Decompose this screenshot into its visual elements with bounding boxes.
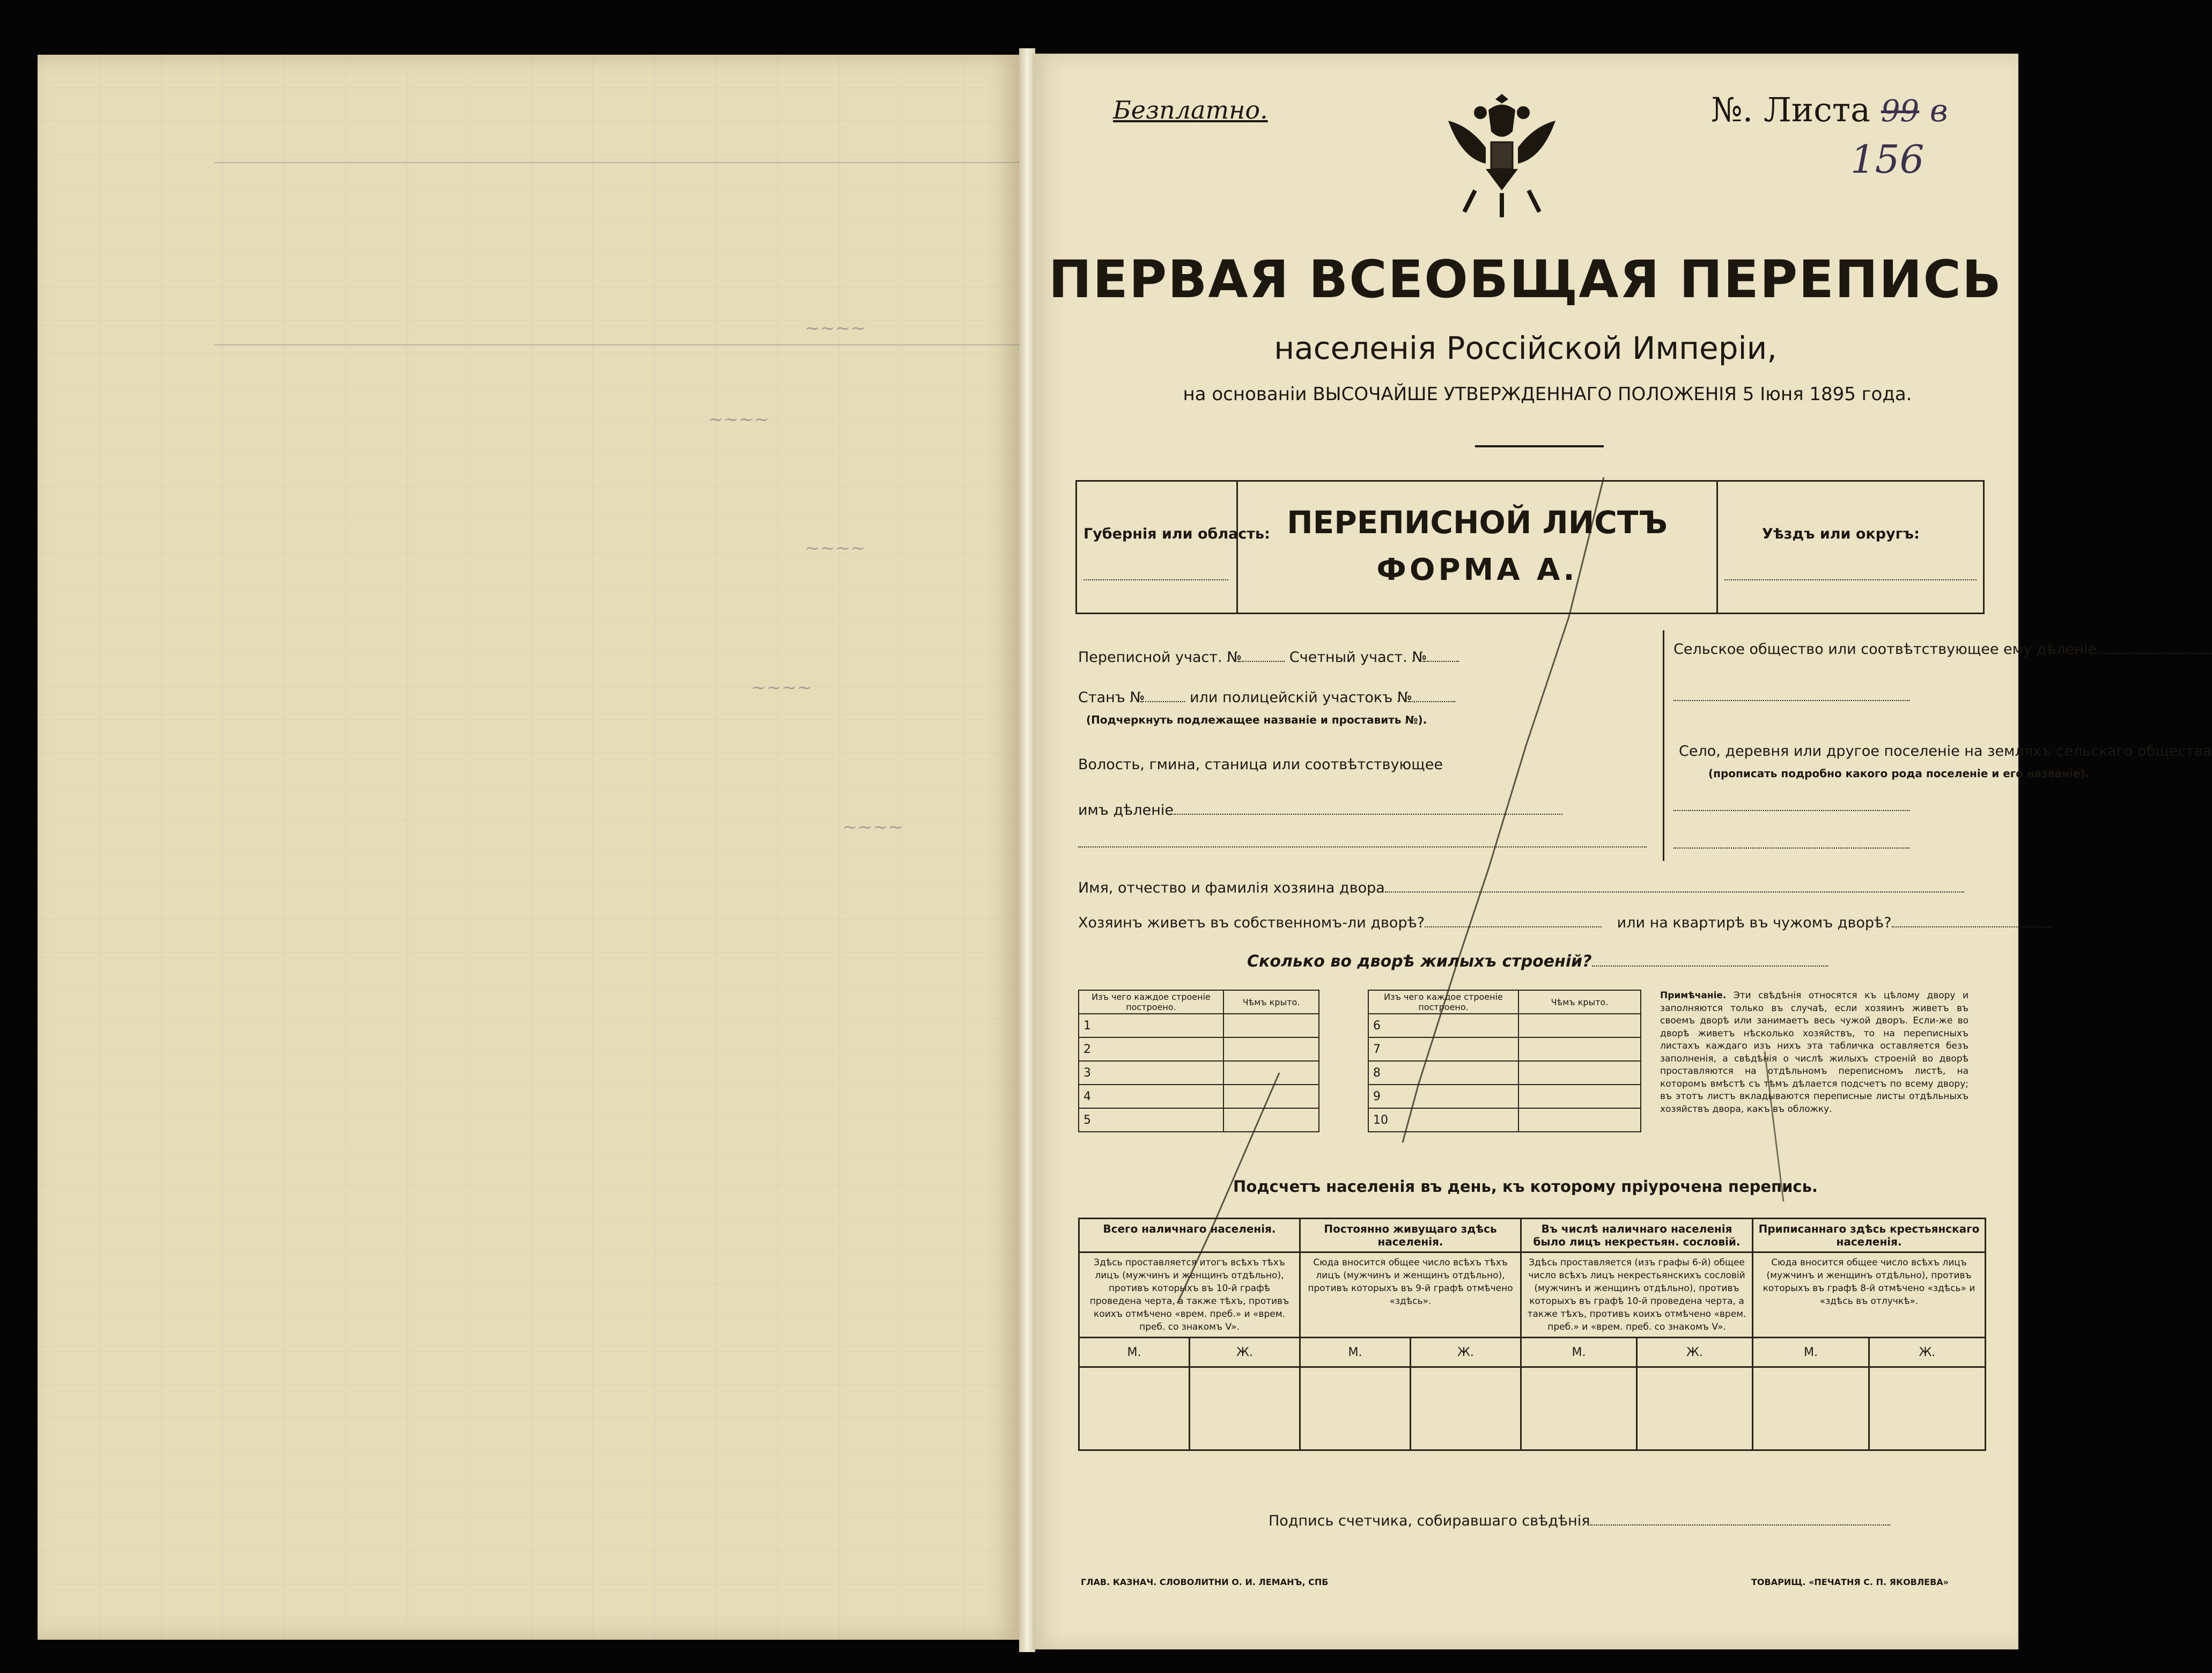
owner-lives-label: Хозяинъ живетъ въ собственномъ-ли дворѣ? [1078, 915, 1425, 931]
male-header: М. [1079, 1338, 1190, 1367]
female-header: Ж. [1637, 1338, 1753, 1367]
row-number: 2 [1079, 1037, 1223, 1061]
row-number: 10 [1368, 1108, 1518, 1132]
buildings-count-label: Сколько во дворѣ жилыхъ строеній? [1247, 952, 1592, 971]
female-header: Ж. [1411, 1338, 1521, 1367]
stamp-number: 156 [1850, 137, 1925, 182]
or-rented-label: или на квартирѣ въ чужомъ дворѣ? [1617, 915, 1892, 931]
note-title: Примѣчаніе. [1660, 990, 1727, 1001]
pencil-strike-lines [1033, 54, 2018, 1649]
faded-handwriting: ~~~~ [708, 409, 769, 430]
row-number: 7 [1368, 1037, 1518, 1061]
owner-name-label: Имя, отчество и фамилія хозяина двора [1078, 880, 1385, 896]
faded-handwriting: ~~~~ [751, 677, 812, 698]
district-label: Уѣздъ или округъ: [1762, 526, 1920, 542]
volost-label: Волость, гмина, станица или соотвѣтствующее [1078, 756, 1443, 773]
census-subtitle: населенія Россійской Имперіи, [1274, 330, 1777, 366]
census-form-page [1033, 54, 2212, 1649]
count-section-label: Счетный участ. № [1289, 649, 1427, 666]
row-number: 3 [1079, 1061, 1223, 1085]
census-section-label: Переписной участ. № [1078, 649, 1242, 666]
row-number: 1 [1079, 1014, 1223, 1037]
row-number: 5 [1079, 1108, 1223, 1132]
col-registered-peasant-header: Приписаннаго здѣсь крестьянскаго населенія. [1753, 1219, 1986, 1252]
col-built-header: Изъ чего каждое строеніе построено. [1368, 990, 1518, 1014]
signature-label: Подпись счетчика, собиравшаго свѣдѣнія [1269, 1513, 1590, 1529]
rural-society-label: Сельское общество или соотвѣтствующее ему дѣленіе [1673, 641, 2097, 658]
volost-cont-label: имъ дѣленіе [1078, 802, 1174, 819]
village-label: Село, деревня или другое поселеніе на земляхъ сельскаго общества [1679, 743, 2212, 760]
underline-note: (Подчеркнуть подлежащее названіе и проставить №). [1086, 713, 1427, 726]
rural-society-field[interactable] [2097, 653, 2212, 654]
col-permanent-header: Постоянно живущаго здѣсь населенія. [1300, 1219, 1521, 1252]
faded-handwriting: ~~~~ [805, 318, 866, 339]
col-total-present-desc: Здѣсь проставляется итогъ всѣхъ тѣхъ лицъ (мужчинъ и женщинъ отдѣльно), противъ которыхъ въ 10-й графѣ проведена черта, а также тѣхъ, противъ коихъ отмѣчено «врем. преб.» и «врем. преб. со знакомъ V». [1079, 1252, 1300, 1338]
row-number: 4 [1079, 1085, 1223, 1108]
census-basis: на основаніи ВЫСОЧАЙШЕ УТВЕРЖДЕННАГО ПОЛОЖЕНІЯ 5 Іюня 1895 года. [1183, 384, 1912, 405]
note-text: Эти свѣдѣнія относятся къ цѣлому двору и заполняются только въ случаѣ, если хозяинъ живетъ въ своемъ дворѣ или занимаетъ весь чужой дворъ. Если-же во дворѣ живетъ нѣсколько хозяйствъ, то на переписныхъ листахъ каждаго изъ нихъ эта табличка оставляется безъ заполненія, а свѣдѣнія о числѣ жилыхъ строеній во дворѣ проставляются на отдѣльномъ переписномъ листѣ, на которомъ вмѣстѣ съ тѣмъ дѣлается подсчетъ по всему двору; въ этотъ листъ вкладываются переписные листы отдѣльныхъ хозяйствъ двора, какъ въ обложку. [1660, 990, 1969, 1115]
summary-heading: Подсчетъ населенія въ день, къ которому пріурочена перепись. [1233, 1177, 1818, 1196]
col-non-peasant-desc: Здѣсь проставляется (изъ графы 6-й) общее число всѣхъ лицъ некрестьянскихъ сословій (мужчинъ и женщинъ отдѣльно), противъ которыхъ въ графѣ 10-й проведена черта, а также тѣхъ, противъ коихъ отмѣчено «врем. преб.» и «врем. преб. со знакомъ V». [1521, 1252, 1753, 1338]
stan-label: Станъ № [1078, 689, 1145, 706]
village-note: (прописать подробно какого рода поселеніе и его названіе). [1708, 767, 2090, 780]
faded-handwriting: ~~~~ [805, 537, 866, 559]
female-header: Ж. [1190, 1338, 1300, 1367]
col-roof-header: Чѣмъ крыто. [1518, 990, 1641, 1014]
faded-table-header [215, 162, 1019, 350]
free-label: Безплатно. [1113, 95, 1268, 124]
col-permanent-desc: Сюда вносится общее число всѣхъ тѣхъ лицъ (мужчинъ и женщинъ отдѣльно), противъ которыхъ въ 9-й графѣ отмѣчено «здѣсь». [1300, 1252, 1521, 1338]
male-header: М. [1300, 1338, 1411, 1367]
sheet-number-letter: в [1929, 92, 1948, 129]
printer-left: ГЛАВ. КАЗНАЧ. СЛОВОЛИТНИ О. И. ЛЕМАНЪ, СПБ [1081, 1577, 1329, 1587]
col-total-present-header: Всего наличнаго населенія. [1079, 1219, 1300, 1252]
sheet-title: ПЕРЕПИСНОЙ ЛИСТЪ [1287, 504, 1668, 541]
row-number: 8 [1368, 1061, 1518, 1085]
sheet-number-struck: 99 [1881, 94, 1920, 129]
census-title: ПЕРВАЯ ВСЕОБЩАЯ ПЕРЕПИСЬ [1048, 249, 2003, 309]
row-number: 6 [1368, 1014, 1518, 1037]
male-header: М. [1521, 1338, 1637, 1367]
province-label: Губернія или область: [1083, 526, 1270, 542]
col-roof-header: Чѣмъ крыто. [1223, 990, 1319, 1014]
row-number: 9 [1368, 1085, 1518, 1108]
form-name: ФОРМА А. [1376, 552, 1578, 587]
col-non-peasant-header: Въ числѣ наличнаго населенія было лицъ некрестьян. сословій. [1521, 1219, 1753, 1252]
female-header: Ж. [1869, 1338, 1986, 1367]
police-section-label: или полицейскій участокъ № [1190, 689, 1412, 706]
left-page [38, 55, 1019, 1640]
col-registered-peasant-desc: Сюда вносится общее число всѣхъ лицъ (мужчинъ и женщинъ отдѣльно), противъ которыхъ въ графѣ 8-й отмѣчено «здѣсь» и «здѣсь въ отлучкѣ». [1753, 1252, 1986, 1338]
faded-handwriting: ~~~~ [842, 816, 903, 838]
male-header: М. [1753, 1338, 1869, 1367]
col-built-header: Изъ чего каждое строеніе построено. [1079, 990, 1223, 1014]
sheet-number-label: №. Листа [1711, 90, 1871, 129]
printer-right: ТОВАРИЩ. «ПЕЧАТНЯ С. П. ЯКОВЛЕВА» [1751, 1577, 1949, 1587]
